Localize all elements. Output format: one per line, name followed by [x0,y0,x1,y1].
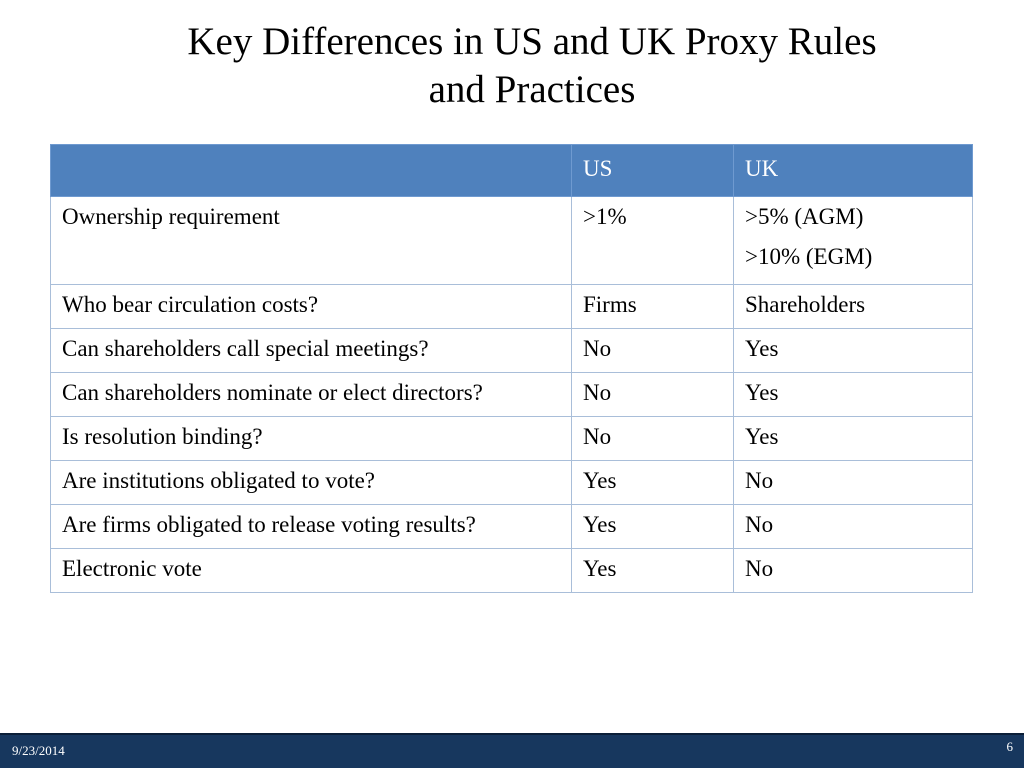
row-label: Who bear circulation costs? [51,285,572,329]
row-us-value: Yes [572,549,734,593]
row-label: Are firms obligated to release voting results? [51,505,572,549]
table-row [51,417,973,461]
row-label: Is resolution binding? [51,417,572,461]
slide-title-line-2: and Practices [428,68,636,111]
row-us-value: No [572,329,734,373]
table-header-row [51,145,973,197]
row-uk-value: Yes [734,417,973,461]
row-label: Are institutions obligated to vote? [51,461,572,505]
uk-value-line: >10% (EGM) [745,244,873,269]
row-us-value: Yes [572,461,734,505]
row-us-value: >1% [572,197,734,285]
row-label: Can shareholders nominate or elect directors? [51,373,572,417]
header-cell-us: US [572,145,734,197]
footer-date: 9/23/2014 [12,743,65,758]
footer-bar [0,733,1024,768]
row-uk-value: Shareholders [734,285,973,329]
row-uk-value: Yes [734,329,973,373]
row-label: Ownership requirement [51,197,572,285]
table-row [51,373,973,417]
row-uk-value: No [734,549,973,593]
row-uk-value: No [734,461,973,505]
comparison-table [50,144,973,593]
row-label: Electronic vote [51,549,572,593]
header-cell-criteria [51,145,572,197]
table-row [51,197,973,285]
slide-title [90,18,974,114]
slide-number: 6 [1006,739,1013,754]
row-uk-value: No [734,505,973,549]
table-row [51,329,973,373]
row-us-value: Firms [572,285,734,329]
row-uk-value [734,197,973,285]
table-row [51,461,973,505]
table-row [51,505,973,549]
row-us-value: No [572,417,734,461]
uk-value-line: >5% (AGM) [745,204,864,229]
slide-title-line-1: Key Differences in US and UK Proxy Rules [187,20,877,63]
table-row [51,285,973,329]
row-uk-value: Yes [734,373,973,417]
table-row [51,549,973,593]
header-cell-uk: UK [734,145,973,197]
row-us-value: Yes [572,505,734,549]
row-us-value: No [572,373,734,417]
row-label: Can shareholders call special meetings? [51,329,572,373]
